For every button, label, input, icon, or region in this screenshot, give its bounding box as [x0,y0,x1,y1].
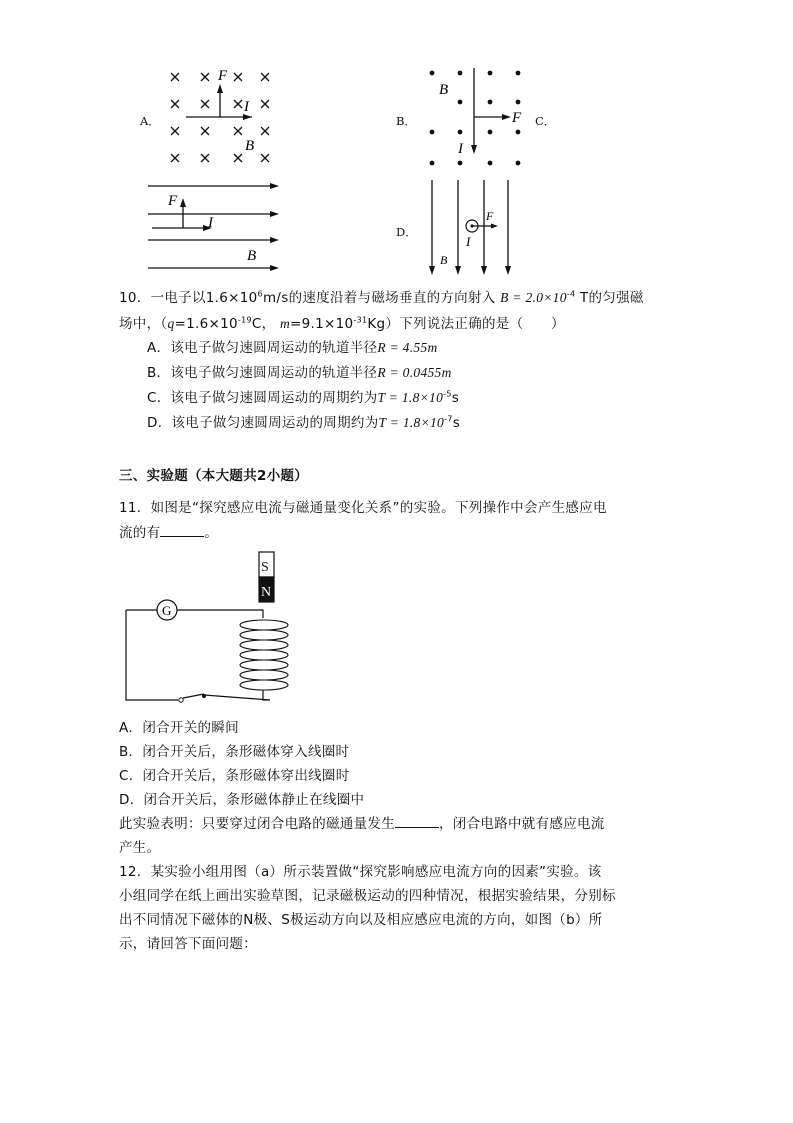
galvanometer-label: G [162,603,172,618]
q11-stem-line2: 流的有 。 [119,525,219,541]
switch-contact [179,698,183,702]
q10-option-b[interactable]: B．该电子做匀速圆周运动的轨道半径R = 0.0455m [147,365,452,381]
figure-c-horizontal-field [146,178,286,274]
answer-blank[interactable] [160,524,204,537]
q10-option-c[interactable]: C．该电子做匀速圆周运动的周期约为$T = 1.8\times 10^{-5}s$ [147,389,460,406]
option-d-label: D． [396,225,417,239]
option-b-label: B． [396,114,416,128]
figure-b-dot-field [420,62,535,172]
field-symbol: B [245,138,255,154]
section-heading: 三、实验题（本大题共2小题） [119,468,309,484]
q12-line1: 12．某实验小组用图（a）所示装置做“探究影响感应电流方向的因素”实验。该 [119,864,602,880]
option-a-label: A． [140,114,160,128]
force-arrow-icon [180,198,186,207]
current-symbol: I [458,141,463,157]
q10-option-d[interactable]: D．该电子做匀速圆周运动的周期约为$T = 1.8\times 10^{-7}s$ [147,414,461,431]
option-c-label: C． [535,114,556,128]
figure-d-vertical-field [420,178,520,278]
switch-lever [183,694,204,698]
field-arrow-icons [429,266,511,275]
q10-stem-line1: 10．一电子以$1.6\times 10^6m/s$的速度沿着与磁场垂直的方向射入 $B = 2.0\times 10^{-4}$ T的匀强磁 [119,289,644,306]
current-symbol: I [466,234,471,249]
force-symbol: F [218,68,228,84]
q11-option-c[interactable]: C．闭合开关后，条形磁体穿出线圈时 [119,768,350,784]
field-symbol: B [439,82,449,98]
current-symbol: I [244,99,249,115]
q11-option-a[interactable]: A．闭合开关的瞬间 [119,720,239,736]
coil-icon [240,620,288,690]
q12-line2: 小组同学在纸上画出实验草图，记录磁极运动的四种情况，根据实验结果，分别标 [119,888,616,904]
q12-line3: 出不同情况下磁体的N极、S极运动方向以及相应感应电流的方向，如图（b）所 [119,912,603,928]
force-symbol: F [168,193,178,209]
figure-a-cross-field [160,62,290,172]
current-arrow-icon [471,145,477,154]
force-arrow-icon [491,224,498,229]
field-arrow-icons [270,183,279,271]
force-arrow-icon [502,114,511,120]
q11-option-b[interactable]: B．闭合开关后，条形磁体穿入线圈时 [119,744,350,760]
force-symbol: F [486,209,494,223]
q11-circuit-figure [120,548,300,708]
q10-stem-line2: 场中，（$q=1.6\times 10^{-19}C$， $m=9.1\times 10^{-31}Kg$）下列说法正确的是（ ） [119,315,565,332]
q11-conclusion-line2: 产生。 [119,840,161,856]
field-symbol: B [440,253,448,267]
q10-option-a[interactable]: A．该电子做匀速圆周运动的轨道半径R = 4.55m [147,340,438,356]
force-symbol: F [512,110,522,126]
q11-conclusion-line1: 此实验表明：只要穿过闭合电路的磁通量发生 ，闭合电路中就有感应电流 [119,816,605,832]
circuit-wires [126,610,270,700]
field-symbol: B [247,248,257,264]
q12-line4: 示，请回答下面问题： [119,936,257,952]
current-symbol: I [208,215,213,231]
magnet-n-label: N [261,585,272,600]
answer-blank[interactable] [395,815,439,828]
q11-stem-line1: 11．如图是“探究感应电流与磁通量变化关系”的实验。下列操作中会产生感应电 [119,500,607,516]
force-arrow-icon [217,84,223,93]
q11-option-d[interactable]: D．闭合开关后，条形磁体静止在线圈中 [119,792,365,808]
magnet-s-label: S [261,560,269,575]
